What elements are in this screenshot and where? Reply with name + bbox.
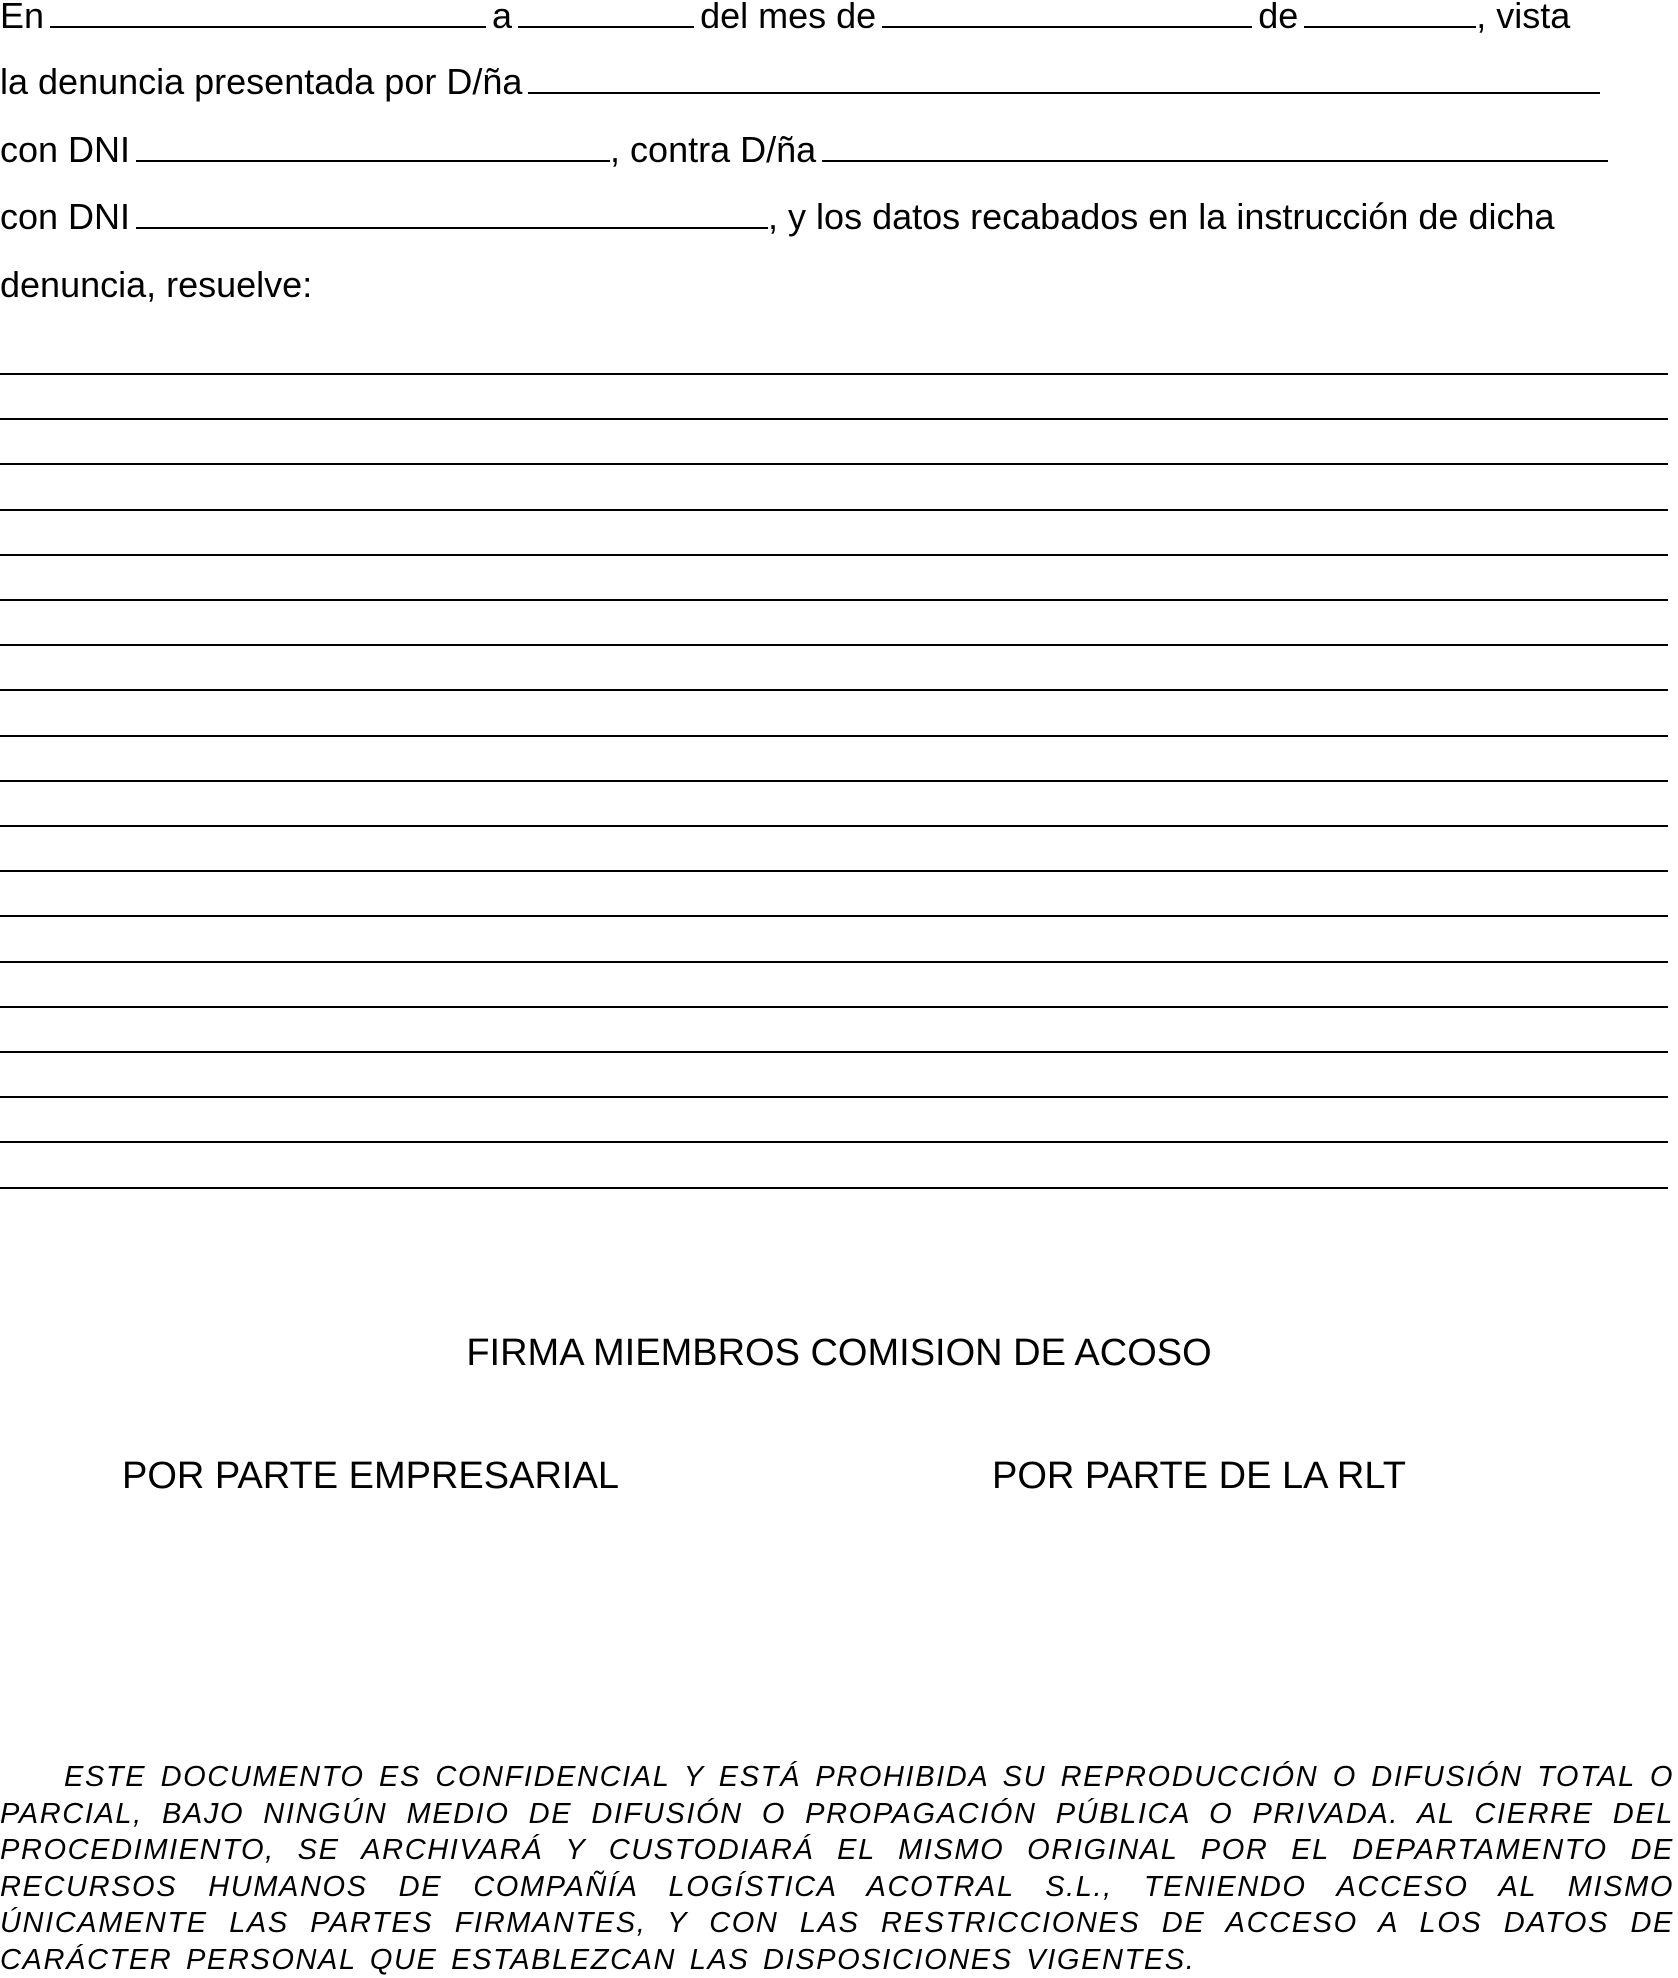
signature-title: FIRMA MIEMBROS COMISION DE ACOSO bbox=[466, 1332, 1212, 1374]
form-line-4 bbox=[0, 197, 1555, 237]
form-text-a: a bbox=[492, 0, 513, 36]
ruled-answer-line[interactable] bbox=[0, 689, 1668, 691]
form-text-vista: , vista bbox=[1476, 0, 1571, 36]
form-text-denuncia-presentada: la denuncia presentada por D/ña bbox=[0, 61, 523, 102]
ruled-answer-line[interactable] bbox=[0, 599, 1668, 601]
form-text-con-dni: con DNI bbox=[0, 196, 131, 237]
form-text-datos-recabados: , y los datos recabados en la instrucción de dicha bbox=[768, 196, 1555, 237]
form-text-del-mes-de: del mes de bbox=[700, 0, 877, 36]
form-text-resuelve: denuncia, resuelve: bbox=[0, 264, 313, 305]
form-line-2 bbox=[0, 62, 1606, 102]
form-text-contra: , contra D/ña bbox=[610, 129, 817, 170]
company-signature-label: POR PARTE EMPRESARIAL bbox=[122, 1455, 619, 1497]
ruled-answer-line[interactable] bbox=[0, 1051, 1668, 1053]
form-text-con-dni: con DNI bbox=[0, 129, 131, 170]
accused-dni-blank[interactable] bbox=[136, 197, 768, 229]
ruled-answer-line[interactable] bbox=[0, 825, 1668, 827]
ruled-answer-line[interactable] bbox=[0, 915, 1668, 917]
ruled-answer-line[interactable] bbox=[0, 1006, 1668, 1008]
form-line-5 bbox=[0, 265, 312, 305]
ruled-answer-line[interactable] bbox=[0, 373, 1668, 375]
ruled-answer-line[interactable] bbox=[0, 780, 1668, 782]
ruled-answer-line[interactable] bbox=[0, 1141, 1668, 1143]
complainant-name-blank[interactable] bbox=[528, 62, 1600, 94]
ruled-answer-line[interactable] bbox=[0, 961, 1668, 963]
ruled-answer-line[interactable] bbox=[0, 554, 1668, 556]
ruled-answer-line[interactable] bbox=[0, 509, 1668, 511]
form-line-1 bbox=[0, 0, 1570, 36]
form-text-en: En bbox=[0, 0, 45, 36]
ruled-answer-line[interactable] bbox=[0, 735, 1668, 737]
place-blank[interactable] bbox=[50, 0, 486, 28]
form-line-3 bbox=[0, 130, 1614, 170]
ruled-answer-line[interactable] bbox=[0, 463, 1668, 465]
ruled-answer-line[interactable] bbox=[0, 870, 1668, 872]
ruled-answer-line[interactable] bbox=[0, 644, 1668, 646]
ruled-answer-line[interactable] bbox=[0, 418, 1668, 420]
form-text-de: de bbox=[1258, 0, 1299, 36]
complainant-dni-blank[interactable] bbox=[136, 130, 610, 162]
month-blank[interactable] bbox=[882, 0, 1252, 28]
accused-name-blank[interactable] bbox=[822, 130, 1608, 162]
ruled-answer-line[interactable] bbox=[0, 1096, 1668, 1098]
day-blank[interactable] bbox=[518, 0, 694, 28]
ruled-answer-line[interactable] bbox=[0, 1187, 1668, 1189]
year-blank[interactable] bbox=[1304, 0, 1476, 28]
rlt-signature-label: POR PARTE DE LA RLT bbox=[992, 1455, 1406, 1497]
confidentiality-notice: ESTE DOCUMENTO ES CONFIDENCIAL Y ESTÁ PROHIBIDA SU REPRODUCCIÓN O DIFUSIÓN TOTAL O PARCIAL, BAJO NINGÚN MEDIO DE DIFUSIÓN O PROPAGACIÓN PÚBLICA O PRIVADA. AL CIERRE DEL PROCEDIMIENTO, SE ARCHIVARÁ Y CUSTODIARÁ EL MISMO ORIGINAL POR EL DEPARTAMENTO DE RECURSOS HUMANOS DE COMPAÑÍA LOGÍSTICA ACOTRAL S.L., TENIENDO ACCESO AL MISMO ÚNICAMENTE LAS PARTES FIRMANTES, Y CON LAS RESTRICCIONES DE ACCESO A LOS DATOS DE CARÁCTER PERSONAL QUE ESTABLEZCAN LAS DISPOSICIONES VIGENTES. bbox=[0, 1761, 1674, 1976]
